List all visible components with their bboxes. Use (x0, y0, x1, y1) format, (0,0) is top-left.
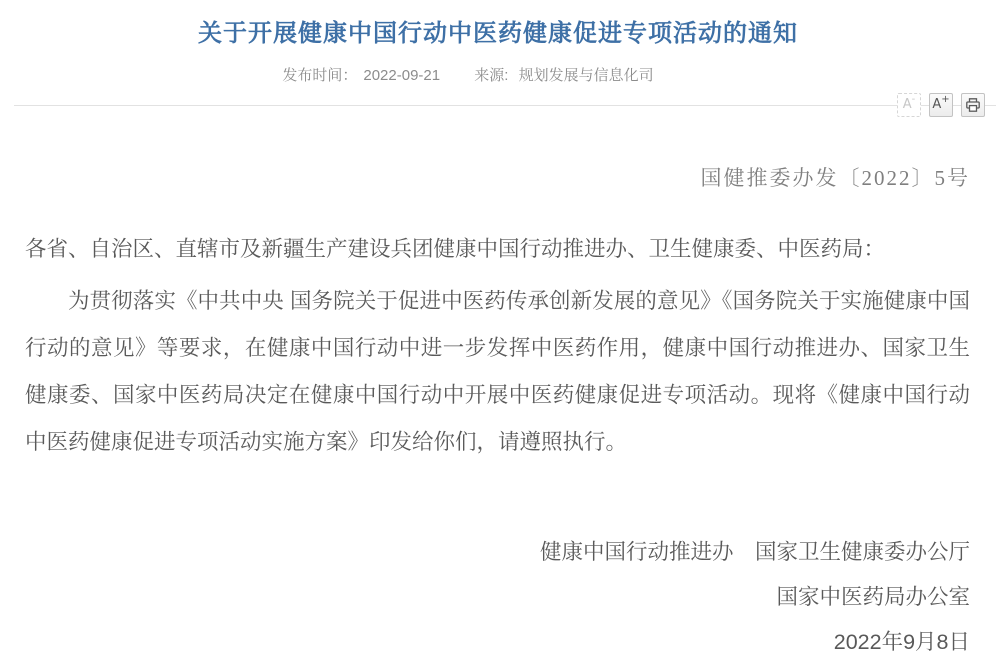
font-increase-button[interactable] (929, 93, 953, 117)
signature-block (25, 530, 970, 656)
source-label: 来源: (474, 67, 509, 84)
signature-org-line-2: 国家中医药局办公室 (776, 585, 970, 609)
signature-date: 2022年9月8日 (833, 630, 970, 654)
header-divider (14, 105, 996, 106)
doc-number: 国健推委办发〔2022〕5号 (700, 166, 970, 190)
publish-time-label: 发布时间： (282, 67, 358, 84)
signature-org-line-1: 健康中国行动推进办 国家卫生健康委办公厅 (539, 540, 970, 564)
font-decrease-button[interactable] (897, 93, 921, 117)
article-header (0, 16, 996, 112)
body-paragraph: 为贯彻落实《中共中央 国务院关于促进中医药传承创新发展的意见》《国务院关于实施健康中国行动的意见》等要求，在健康中国行动中进一步发挥中医药作用，健康中国行动推进办、国家卫生健康委、国家中医药局决定在健康中国行动中开展中医药健康促进专项活动。现将《健康中国行动中医药健康促进专项活动实施方案》印发给你们，请遵照执行。 (25, 289, 970, 454)
source-value: 规划发展与信息化司 (518, 67, 654, 84)
print-button[interactable] (961, 93, 985, 117)
minus-sign: - (911, 94, 916, 105)
page-title: 关于开展健康中国行动中医药健康促进专项活动的通知 (198, 20, 798, 47)
font-increase-label: A (932, 97, 942, 112)
publish-time-value: 2022-09-21 (363, 67, 441, 84)
plus-sign: + (941, 94, 950, 105)
font-decrease-label: A (902, 97, 912, 112)
document-body (0, 163, 996, 656)
salutation-line: 各省、自治区、直辖市及新疆生产建设兵团健康中国行动推进办、卫生健康委、中医药局： (25, 237, 886, 261)
meta-row (0, 66, 996, 86)
printer-icon (965, 97, 981, 113)
toolbar (897, 93, 985, 117)
